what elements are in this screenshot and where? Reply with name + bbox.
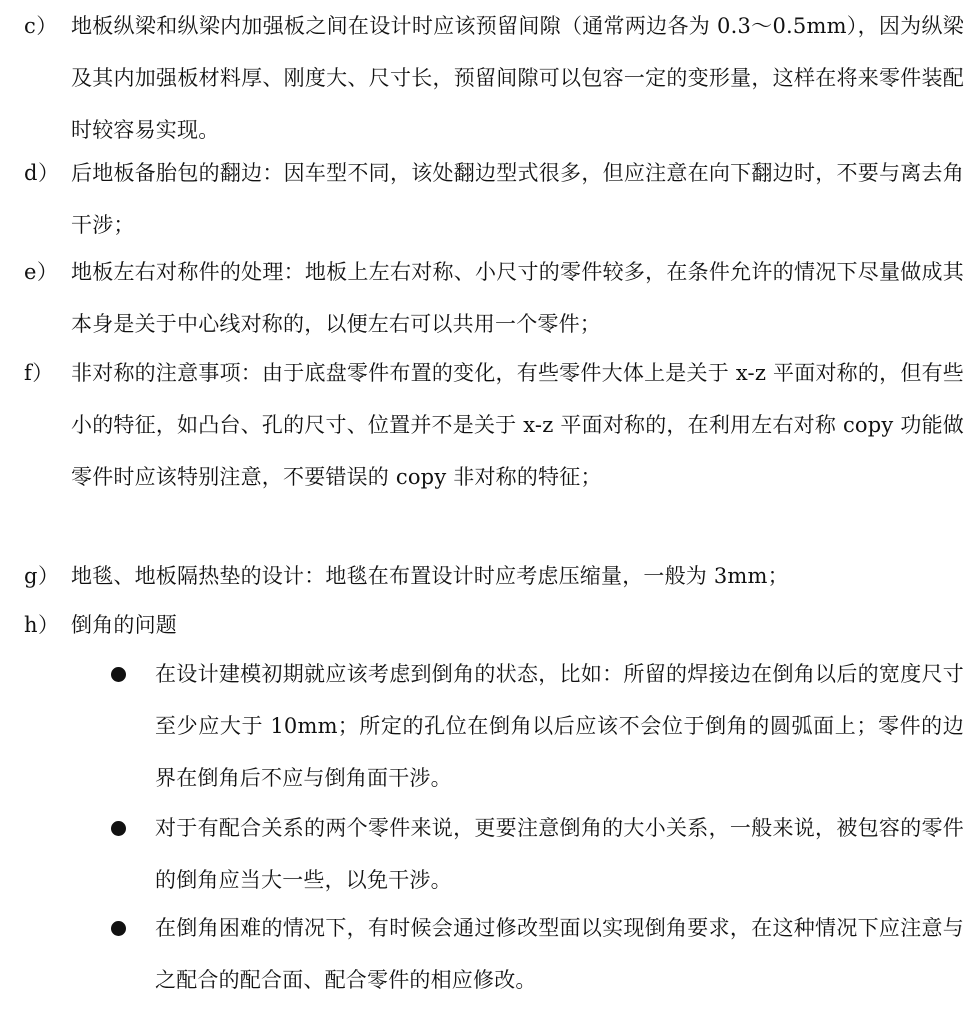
list-item-text: 倒角的问题 (71, 613, 177, 637)
list-item-text: 非对称的注意事项：由于底盘零件布置的变化，有些零件大体上是关于 x-z 平面对称的，但有些小的特征，如凸台、孔的尺寸、位置并不是关于 x-z 平面对称的，在利用左右对称 copy 功能做零件时应该特别注意，不要错误的 copy 非对称的特征； (71, 361, 964, 489)
bullet-text: 在设计建模初期就应该考虑到倒角的状态，比如：所留的焊接边在倒角以后的宽度尺寸至少应大于 10mm；所定的孔位在倒角以后应该不会位于倒角的圆弧面上；零件的边界在倒角后不应与倒角面干涉。 (155, 662, 964, 790)
list-marker: c） (24, 14, 58, 38)
list-marker: f） (24, 361, 54, 385)
list-item-text: 地板纵梁和纵梁内加强板之间在设计时应该预留间隙（通常两边各为 0.3～0.5mm），因为纵梁及其内加强板材料厚、刚度大、尺寸长，预留间隙可以包容一定的变形量，这样在将来零件装配时较容易实现。 (71, 14, 964, 142)
list-marker: d） (24, 161, 60, 185)
list-marker: e） (24, 260, 59, 284)
bullet-dot-icon (111, 821, 126, 836)
bullet-text: 在倒角困难的情况下，有时候会通过修改型面以实现倒角要求，在这种情况下应注意与之配合的配合面、配合零件的相应修改。 (155, 916, 964, 992)
list-marker: h） (24, 613, 60, 637)
bullet-dot-icon (111, 921, 126, 936)
list-item-text: 地毯、地板隔热垫的设计：地毯在布置设计时应考虑压缩量，一般为 3mm； (71, 564, 789, 588)
list-item-text: 地板左右对称件的处理：地板上左右对称、小尺寸的零件较多，在条件允许的情况下尽量做成其本身是关于中心线对称的，以便左右可以共用一个零件； (71, 260, 964, 336)
list-item-text: 后地板备胎包的翻边：因车型不同，该处翻边型式很多，但应注意在向下翻边时，不要与离去角干涉； (71, 161, 964, 237)
list-marker: g） (24, 564, 60, 588)
bullet-text: 对于有配合关系的两个零件来说，更要注意倒角的大小关系，一般来说，被包容的零件的倒角应当大一些，以免干涉。 (155, 816, 964, 892)
bullet-dot-icon (111, 667, 126, 682)
